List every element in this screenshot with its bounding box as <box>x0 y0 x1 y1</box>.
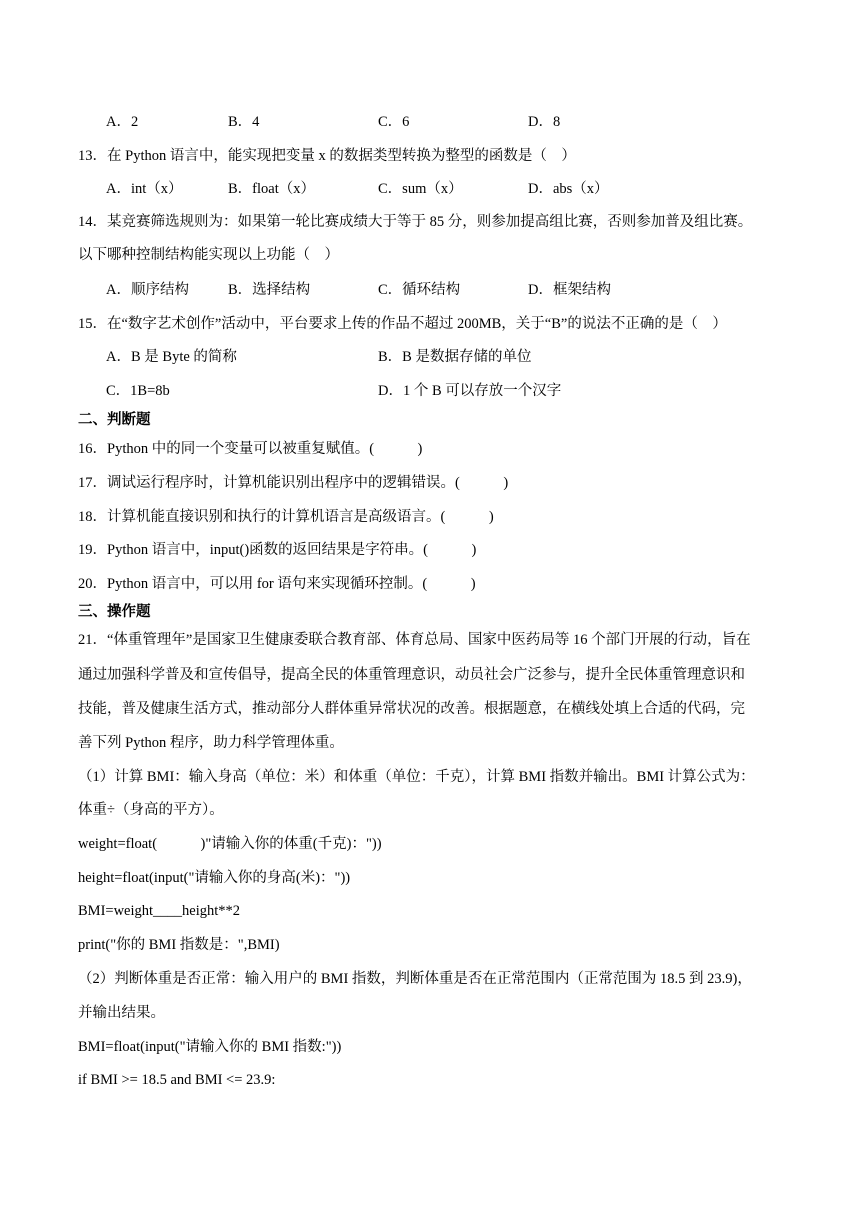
q14-option-d: D．框架结构 <box>528 282 611 298</box>
judge-item-17: 17．调试运行程序时，计算机能识别出程序中的逻辑错误。( ) <box>78 475 509 491</box>
q21-para-line3: 技能，普及健康生活方式，推动部分人群体重异常状况的改善。根据题意，在横线处填上合适的代码，完 <box>78 701 745 717</box>
judge-item-18: 18．计算机能直接识别和执行的计算机语言是高级语言。( ) <box>78 509 494 525</box>
q15-option-d: D．1 个 B 可以存放一个汉字 <box>378 383 562 399</box>
q21-para-line2: 通过加强科学普及和宣传倡导，提高全民的体重管理意识，动员社会广泛参与，提升全民体重管理意识和 <box>78 667 745 683</box>
q13-option-d: D．abs（x） <box>528 181 609 197</box>
q21-para-line1: 21．“体重管理年”是国家卫生健康委联合教育部、体育总局、国家中医药局等 16 个部门开展的行动，旨在 <box>78 632 751 648</box>
q12-option-d: D．8 <box>528 114 561 130</box>
section-title-operation: 三、操作题 <box>78 604 151 620</box>
code1-line3: BMI=weight____height**2 <box>78 903 241 919</box>
q12-option-b: B．4 <box>228 114 260 130</box>
code2-line1: BMI=float(input("请输入你的 BMI 指数:")) <box>78 1039 342 1055</box>
q21-para-line4: 善下列 Python 程序，助力科学管理体重。 <box>78 735 344 751</box>
q14-option-b: B．选择结构 <box>228 282 311 298</box>
q21-part2-line1: （2）判断体重是否正常：输入用户的 BMI 指数，判断体重是否在正常范围内（正常范围为 18.5 到 23.9)， <box>78 971 752 987</box>
q14-stem-line1: 14．某竞赛筛选规则为：如果第一轮比赛成绩大于等于 85 分，则参加提高组比赛，否则参加普及组比赛。 <box>78 214 753 230</box>
q13-option-b: B．float（x） <box>228 181 315 197</box>
q21-part2-line2: 并输出结果。 <box>78 1005 165 1021</box>
q14-option-a: A．顺序结构 <box>106 282 189 298</box>
q13-option-a: A．int（x） <box>106 181 183 197</box>
q15-option-a: A．B 是 Byte 的简称 <box>106 349 237 365</box>
q15-stem: 15．在“数字艺术创作”活动中，平台要求上传的作品不超过 200MB，关于“B”的说法不正确的是（ ） <box>78 316 727 332</box>
code1-line2: height=float(input("请输入你的身高(米)：")) <box>78 870 351 886</box>
judge-item-16: 16．Python 中的同一个变量可以被重复赋值。( ) <box>78 441 423 457</box>
section-title-judge: 二、判断题 <box>78 412 151 428</box>
judge-item-20: 20．Python 语言中，可以用 for 语句来实现循环控制。( ) <box>78 576 476 592</box>
q13-option-c: C．sum（x） <box>378 181 463 197</box>
q21-part1-line1: （1）计算 BMI：输入身高（单位：米）和体重（单位：千克），计算 BMI 指数并输出。BMI 计算公式为： <box>78 769 755 785</box>
q12-option-a: A．2 <box>106 114 139 130</box>
q21-part1-line2: 体重÷（身高的平方）。 <box>78 802 224 818</box>
code1-line1: weight=float( )"请输入你的体重(千克)：")) <box>78 836 382 852</box>
q12-option-c: C．6 <box>378 114 410 130</box>
q15-option-b: B．B 是数据存储的单位 <box>378 349 532 365</box>
q14-option-c: C．循环结构 <box>378 282 461 298</box>
q14-stem-line2: 以下哪种控制结构能实现以上功能（ ） <box>78 247 339 263</box>
code2-line2: if BMI >= 18.5 and BMI <= 23.9: <box>78 1072 276 1088</box>
code1-line4: print("你的 BMI 指数是：",BMI) <box>78 937 280 953</box>
judge-item-19: 19．Python 语言中，input()函数的返回结果是字符串。( ) <box>78 542 477 558</box>
q13-stem: 13．在 Python 语言中，能实现把变量 x 的数据类型转换为整型的函数是（ ） <box>78 148 576 164</box>
q15-option-c: C．1B=8b <box>106 383 170 399</box>
